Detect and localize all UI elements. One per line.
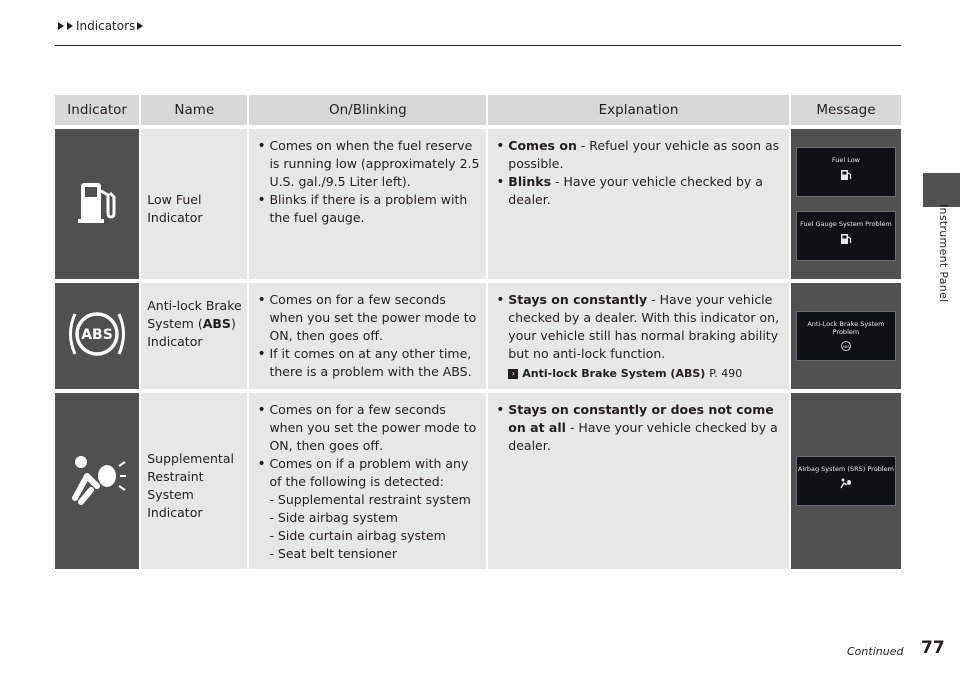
triangle-icon	[137, 22, 143, 30]
reference-arrow-icon: ›	[508, 369, 518, 379]
page-reference[interactable]	[508, 365, 785, 383]
section-tab	[923, 173, 960, 207]
svg-text:ABS: ABS	[842, 344, 850, 349]
header-rule	[55, 45, 901, 46]
fuel-pump-icon	[75, 177, 119, 227]
header-on-blinking: On/Blinking	[249, 95, 488, 125]
header-name: Name	[141, 95, 249, 125]
list-item	[496, 291, 785, 363]
header-explanation: Explanation	[488, 95, 791, 125]
abs-icon	[65, 306, 129, 362]
breadcrumb-label: Indicators	[76, 19, 136, 33]
triangle-icon	[67, 22, 73, 30]
triangle-icon	[58, 22, 64, 30]
indicator-name-abbr: ABS	[202, 316, 231, 331]
list-item: • Comes on for a few seconds when you set the power mode to ON, then goes off.	[257, 291, 482, 345]
abs-icon	[839, 340, 853, 352]
header-indicator: Indicator	[55, 95, 141, 125]
table-row	[55, 125, 901, 279]
explanation-term: Blinks	[508, 174, 552, 189]
message-text: Fuel Low	[831, 156, 861, 164]
table-row	[55, 389, 901, 569]
reference-title: Anti-lock Brake System (ABS)	[522, 367, 706, 380]
section-tab-label: Instrument Panel	[937, 204, 950, 303]
explanation-text: - Have your vehicle checked by a dealer. With this indicator on, your vehicle still has normal braking ability but no anti-lock function.	[508, 292, 780, 361]
explanation-term: Stays on constantly	[508, 292, 648, 307]
list-item	[496, 173, 785, 209]
on-blinking-cell	[249, 125, 488, 279]
indicator-name: Low Fuel Indicator	[147, 192, 203, 225]
sub-item: - Seat belt tensioner	[269, 546, 397, 561]
table-row	[55, 279, 901, 389]
list-item	[496, 137, 785, 173]
explanation-term: Stays on constantly or does not come on at all	[508, 402, 774, 435]
indicator-name-part: Anti-lock Brake System (	[147, 298, 242, 331]
message-screen	[796, 211, 896, 261]
fuel-pump-icon	[839, 168, 853, 182]
message-text: Fuel Gauge System Problem	[800, 220, 892, 228]
airbag-icon	[67, 450, 127, 508]
explanation-text: - Refuel your vehicle as soon as possible.	[508, 138, 780, 171]
message-screen	[796, 147, 896, 197]
indicator-name: Supplemental Restraint System Indicator	[147, 451, 234, 520]
fuel-pump-icon	[839, 232, 853, 246]
table-header-row	[55, 95, 901, 125]
indicator-cell	[55, 279, 141, 389]
page-number: 77	[921, 638, 945, 658]
continued-label: Continued	[847, 645, 904, 658]
explanation-text: - Have your vehicle checked by a dealer.	[508, 420, 778, 453]
indicator-table	[55, 95, 901, 569]
name-cell	[141, 125, 249, 279]
message-screen	[796, 311, 896, 361]
list-item: • Comes on if a problem with any of the following is detected:	[257, 455, 482, 491]
list-item: • Comes on for a few seconds when you set the power mode to ON, then goes off.	[257, 401, 482, 455]
explanation-cell	[488, 279, 791, 389]
name-cell	[141, 279, 249, 389]
name-cell	[141, 389, 249, 569]
list-item	[496, 401, 785, 455]
message-cell	[791, 125, 901, 279]
indicator-cell	[55, 125, 141, 279]
message-screen	[796, 456, 896, 506]
sub-item: - Side airbag system	[269, 510, 398, 525]
header-message: Message	[791, 95, 901, 125]
message-text: Airbag System (SRS) Problem	[797, 465, 894, 473]
indicator-cell	[55, 389, 141, 569]
explanation-text: - Have your vehicle checked by a dealer.	[508, 174, 763, 207]
on-blinking-cell	[249, 389, 488, 569]
airbag-icon	[839, 477, 853, 489]
indicator-name-part: ) Indicator	[147, 316, 236, 349]
svg-text:ABS: ABS	[81, 326, 113, 343]
message-text: Anti-Lock Brake System Problem	[807, 320, 885, 336]
reference-page: P. 490	[709, 367, 743, 380]
explanation-term: Comes on	[508, 138, 577, 153]
message-cell	[791, 389, 901, 569]
sub-item: - Side curtain airbag system	[269, 528, 446, 543]
on-blinking-cell	[249, 279, 488, 389]
explanation-cell	[488, 389, 791, 569]
list-item: • Comes on when the fuel reserve is running low (approximately 2.5 U.S. gal./9.5 Liter left).	[257, 137, 482, 191]
message-cell	[791, 279, 901, 389]
breadcrumb	[58, 19, 144, 33]
list-item: • Blinks if there is a problem with the fuel gauge.	[257, 191, 482, 227]
list-item: • If it comes on at any other time, there is a problem with the ABS.	[257, 345, 482, 381]
sub-item: - Supplemental restraint system	[269, 492, 471, 507]
explanation-cell	[488, 125, 791, 279]
